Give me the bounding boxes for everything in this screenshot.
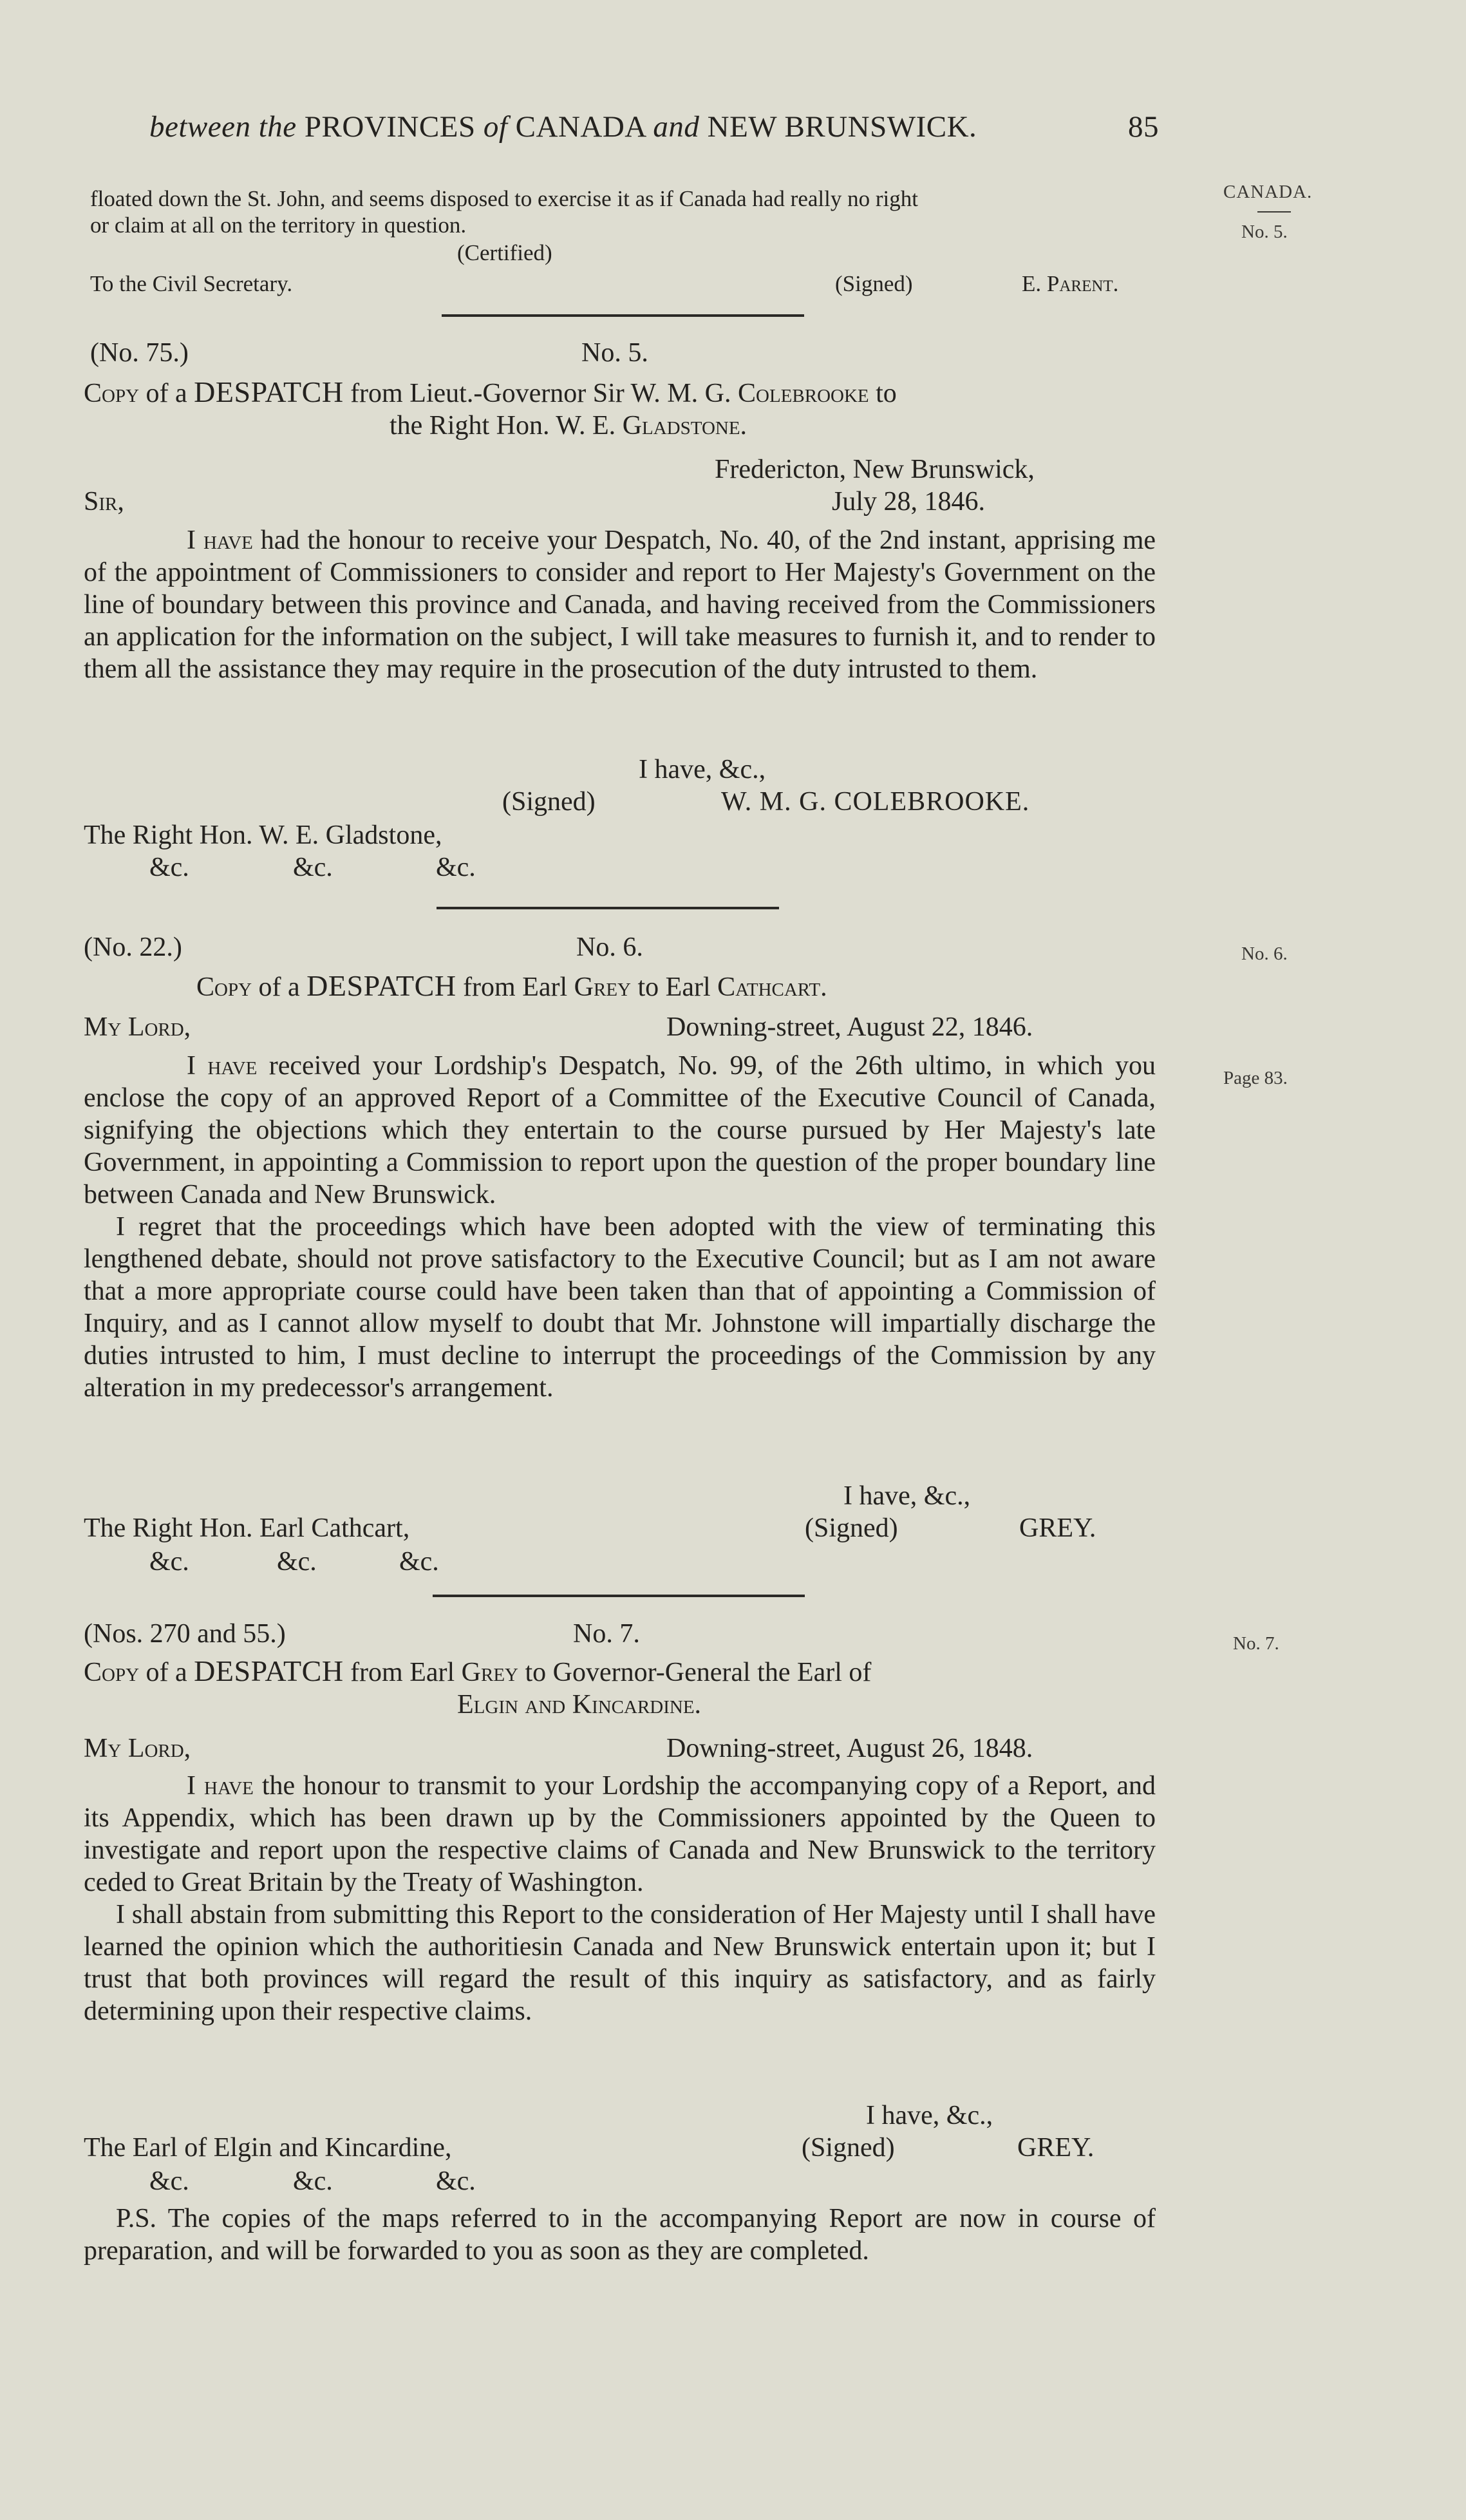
d7-addressee: The Earl of Elgin and Kincardine, xyxy=(84,2133,452,2163)
d5-salutation: Sir, xyxy=(84,487,124,516)
d6-closing: I have, &c., xyxy=(843,1481,971,1511)
intro-addressee: To the Civil Secretary. xyxy=(90,271,293,296)
header-of: of xyxy=(483,110,508,144)
d5-closing: I have, &c., xyxy=(639,755,766,784)
intro-line-1: floated down the St. John, and seems disposed to exercise it as if Canada had really no right xyxy=(90,186,918,211)
d6-salutation: My Lord, xyxy=(84,1012,191,1042)
d5-signer: W. M. G. COLEBROOKE. xyxy=(721,787,1030,817)
divider-3 xyxy=(433,1595,805,1597)
d7-p1-cap: I have xyxy=(187,1771,254,1801)
d5-body xyxy=(84,524,1156,685)
running-header xyxy=(149,109,1167,144)
d5-etc-1: &c. xyxy=(149,853,189,882)
margin-divider xyxy=(1257,211,1291,213)
d7-salutation: My Lord, xyxy=(84,1734,191,1763)
d5-title-a: of a xyxy=(139,379,194,408)
intro-text xyxy=(90,185,1165,238)
d6-title-to: to Earl xyxy=(631,972,718,1002)
d6-p1-text: received your Lordship's Despatch, No. 99, of the 26th ultimo, in which you enclose the copy of an approved Report of a Committee of the Executive Council of Canada, signifying the objections which they entertain to the course pursued by Her Majesty's late Government, in appointing a Commission to report upon the question of the proper boundary line between Canada and New Brunswick. xyxy=(84,1051,1156,1209)
d5-body-cap: I have xyxy=(187,526,253,555)
d7-date: Downing-street, August 26, 1848. xyxy=(666,1734,1033,1763)
d7-title-grey: Grey xyxy=(461,1658,518,1687)
margin-canada: CANADA. xyxy=(1223,182,1313,202)
divider-2 xyxy=(437,907,779,909)
d6-paragraph-2: I regret that the proceedings which have been adopted with the view of terminating this lengthened debate, should not prove satisfactory to the Executive Council; but as I am not aware that a more appropriate course could have been taken than that of appointing a Commission of Inquiry, and as I cannot allow myself to doubt that Mr. Johnstone will impartially discharge the duties intrusted to him, I must decline to interrupt the proceedings of the Commission by any alteration in my predecessor's arrangement. xyxy=(84,1212,1156,1403)
d7-etc-1: &c. xyxy=(149,2166,189,2196)
header-and: and xyxy=(653,110,700,144)
d5-title-gladstone: Gladstone. xyxy=(622,411,747,441)
d5-title-line2: the Right Hon. W. E. xyxy=(390,411,623,441)
d5-title-despatch: DESPATCH xyxy=(194,375,344,408)
margin-no6: No. 6. xyxy=(1241,943,1288,964)
margin-page83: Page 83. xyxy=(1223,1068,1288,1088)
d7-title-a: of a xyxy=(139,1658,194,1687)
d6-body xyxy=(84,1050,1156,1404)
d5-place: Fredericton, New Brunswick, xyxy=(715,455,1035,484)
d6-title xyxy=(196,970,827,1003)
d7-signed: (Signed) xyxy=(802,2133,895,2163)
d7-title xyxy=(84,1655,1172,1721)
d5-body-text: had the honour to receive your Despatch, No. 40, of the 2nd instant, apprising me of the appointment of Commissioners to consider and report to Her Majesty's Government on the line of boundary between this province and Canada, and having received from the Commissioners an application for the information on the subject, I will take measures to furnish it, and to render to them all the assistance they may require in the prosecution of the duty intrusted to them. xyxy=(84,526,1156,684)
d5-title-colebrooke: Colebrooke xyxy=(738,379,869,408)
intro-certified: (Certified) xyxy=(457,240,552,265)
d5-date: July 28, 1846. xyxy=(832,487,986,516)
divider-1 xyxy=(442,314,804,317)
d5-number: No. 5. xyxy=(581,338,648,368)
d6-ref: (No. 22.) xyxy=(84,933,182,962)
d6-title-cathcart: Cathcart. xyxy=(717,972,827,1002)
intro-line-2: or claim at all on the territory in question. xyxy=(90,213,467,238)
d7-number: No. 7. xyxy=(573,1619,640,1649)
d6-p1-cap: I have xyxy=(187,1051,258,1081)
d6-date: Downing-street, August 22, 1846. xyxy=(666,1012,1033,1042)
d5-ref: (No. 75.) xyxy=(90,338,189,368)
d5-title-copy: Copy xyxy=(84,379,140,408)
d5-signed: (Signed) xyxy=(502,787,596,817)
d6-paragraph-1 xyxy=(84,1050,1156,1211)
header-new-brunswick: NEW BRUNSWICK. xyxy=(707,110,977,144)
d5-title xyxy=(84,376,1172,442)
d5-title-rest: from Lieut.-Governor Sir W. M. G. xyxy=(343,379,738,408)
d7-etc-2: &c. xyxy=(293,2166,333,2196)
d7-signer: GREY. xyxy=(1017,2133,1095,2163)
d6-title-from: from Earl xyxy=(456,972,574,1002)
d6-title-a: of a xyxy=(252,972,307,1002)
d7-title-copy: Copy xyxy=(84,1658,140,1687)
d6-etc-1: &c. xyxy=(149,1547,189,1577)
d7-title-rest: to Governor-General the Earl of xyxy=(518,1658,872,1687)
header-prefix: between the xyxy=(149,110,297,144)
d7-title-despatch: DESPATCH xyxy=(194,1654,344,1687)
intro-signer: E. Parent. xyxy=(1022,271,1119,296)
d7-title-from: from Earl xyxy=(343,1658,462,1687)
d7-postscript: P.S. The copies of the maps referred to in the accompanying Report are now in course of preparation, and will be forwarded to you as soon as they are completed. xyxy=(84,2204,1156,2266)
page-number: 85 xyxy=(1128,110,1159,144)
d5-etc-2: &c. xyxy=(293,853,333,882)
d7-body xyxy=(84,1770,1156,2027)
d7-etc-3: &c. xyxy=(436,2166,476,2196)
d6-number: No. 6. xyxy=(576,933,643,962)
d5-title-to: to xyxy=(869,379,897,408)
d7-closing: I have, &c., xyxy=(866,2101,993,2130)
margin-no5: No. 5. xyxy=(1241,222,1288,242)
d7-paragraph-2: I shall abstain from submitting this Report to the consideration of Her Majesty until I shall have learned the opinion which the authoritiesin Canada and New Brunswick entertain upon it; but I trust that both provinces will regard the result of this inquiry as satisfactory, and as fairly determining upon their respective claims. xyxy=(84,1900,1156,2026)
d6-signed: (Signed) xyxy=(805,1513,898,1543)
d6-title-grey: Grey xyxy=(574,972,631,1002)
header-provinces: PROVINCES xyxy=(304,110,476,144)
d5-addressee: The Right Hon. W. E. Gladstone, xyxy=(84,820,442,850)
d6-addressee: The Right Hon. Earl Cathcart, xyxy=(84,1513,410,1543)
d7-title-line2: Elgin and Kincardine. xyxy=(457,1690,702,1719)
d7-p1-text: the honour to transmit to your Lordship the accompanying copy of a Report, and its Appendix, which has been drawn up by the Commissioners appointed by the Queen to investigate and report upon the respective claims of Canada and New Brunswick to the territory ceded to Great Britain by the Treaty of Washington. xyxy=(84,1771,1156,1897)
d6-etc-3: &c. xyxy=(399,1547,439,1577)
d6-signer: GREY. xyxy=(1019,1513,1096,1543)
header-canada: CANADA xyxy=(515,110,646,144)
margin-no7: No. 7. xyxy=(1233,1633,1279,1654)
d7-paragraph-1 xyxy=(84,1770,1156,1899)
d6-etc-2: &c. xyxy=(277,1547,317,1577)
d7-ref: (Nos. 270 and 55.) xyxy=(84,1619,286,1649)
d6-title-despatch: DESPATCH xyxy=(306,969,456,1002)
d6-title-copy: Copy xyxy=(196,972,252,1002)
d5-etc-3: &c. xyxy=(436,853,476,882)
intro-signed: (Signed) xyxy=(835,271,913,296)
